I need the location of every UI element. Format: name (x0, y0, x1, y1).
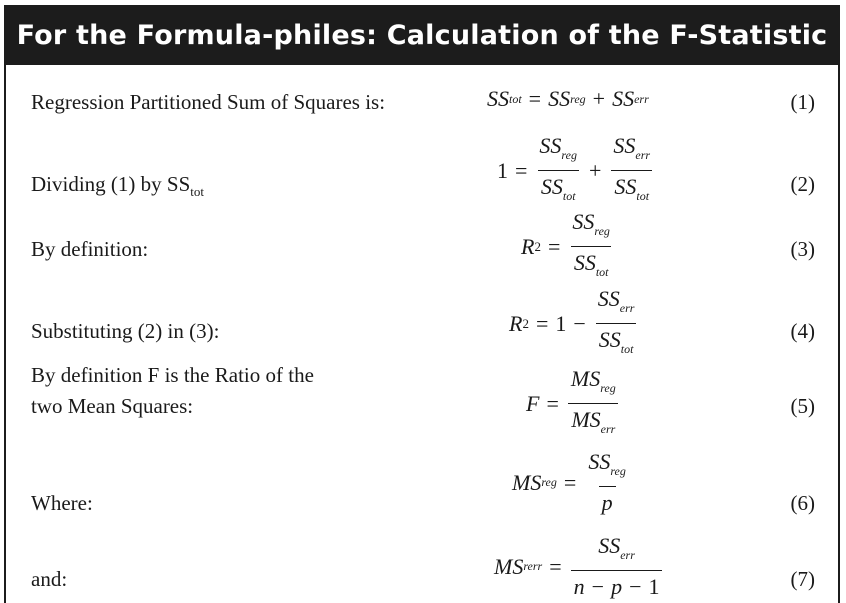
equation-number-5: (5) (790, 394, 815, 418)
row-5-label-line-1: By definition F is the Ratio of the (31, 363, 314, 387)
equation-number-7: (7) (790, 567, 815, 591)
fraction-ms-reg-over-ms-err: $\frac{MS_{reg}}{MS_{err}}$ (568, 366, 619, 442)
equation-2: 1 = $\frac{SS_{reg}}{SS_{tot}}$ + $\frac{SS_{err}}{SS_{tot}}$ (497, 133, 655, 209)
fraction-err-over-tot: $\frac{SS_{err}}{SS_{tot}}$ (610, 133, 653, 209)
row-1-label: Regression Partitioned Sum of Squares is: (31, 90, 386, 114)
equation-4: R 2 = 1 − $\frac{SS_{err}}{SS_{tot}}$ (509, 286, 639, 362)
row-4-label: Substituting (2) in (3): (31, 319, 220, 343)
equation-number-1: (1) (790, 90, 815, 114)
equation-number-3: (3) (790, 237, 815, 261)
equation-6: MS reg = $\frac{SS_{reg}}{p}$ (512, 449, 631, 516)
fraction-reg-over-tot: $\frac{SS_{reg}}{SS_{tot}}$ (536, 133, 580, 209)
row-3-label: By definition: (31, 237, 149, 261)
equation-number-4: (4) (790, 319, 815, 343)
fraction-ss-err-over-n-p-1: $\frac{SS_{err}}{n - p - 1}$ (571, 533, 663, 600)
row-6-label: Where: (31, 491, 93, 515)
equation-1: SS tot = SS reg + SS err (487, 86, 649, 111)
equation-7: MS rerr = $\frac{SS_{err}}{n - p - 1}$ (494, 533, 664, 600)
row-2-label: Dividing (1) by $SS_{tot}$ (31, 172, 204, 199)
fraction-ss-reg-over-p: $\frac{SS_{reg}}{p}$ (588, 449, 626, 515)
equation-3: R 2 = $\frac{SS_{reg}}{SS_{tot}}$ (521, 209, 615, 285)
equation-5: F = $\frac{MS_{reg}}{MS_{err}}$ (526, 366, 621, 442)
panel-title: For the Formula-philes: Calculation of the F-Statistic (6, 5, 838, 65)
fraction-reg-over-tot: $\frac{SS_{reg}}{SS_{tot}}$ (569, 209, 613, 285)
fraction-err-over-tot: $\frac{SS_{err}}{SS_{tot}}$ (595, 286, 638, 362)
equation-number-2: (2) (790, 172, 815, 196)
row-7-label: and: (31, 567, 68, 591)
row-5-label-line-2: two Mean Squares: (31, 394, 194, 418)
equation-number-6: (6) (790, 491, 815, 515)
